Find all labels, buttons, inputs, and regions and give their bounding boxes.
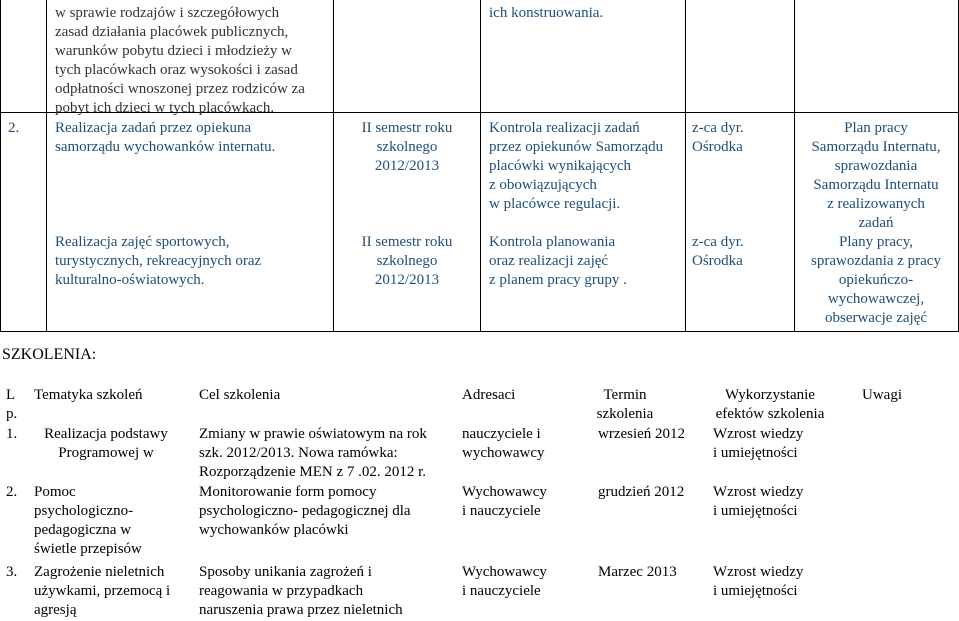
upper-vline-2 — [333, 0, 334, 332]
header-notes: Uwagi — [862, 387, 902, 403]
row3-goal: Sposoby unikania zagrożeń i reagowania w przypadkach naruszenia prawa przez nieletnich — [199, 564, 403, 618]
row3-term: Marzec 2013 — [598, 564, 677, 580]
row3-lp: 3. — [6, 564, 18, 580]
upper-vline-1 — [46, 0, 47, 332]
upper-docs-1: Plan pracy Samorządu Internatu, sprawozdania Samorządu Internatu z realizowanych zadań — [811, 120, 941, 231]
upper-responsible-1: z-ca dyr. Ośrodka — [692, 120, 744, 155]
upper-vline-3 — [480, 0, 481, 332]
row2-goal: Monitorowanie form pomocy psychologiczno- pedagogicznej dla wychowanków placówki — [199, 484, 411, 538]
header-term: Termin szkolenia — [596, 387, 654, 422]
row1-topic: Realizacja podstawy Programowej w — [44, 426, 168, 461]
upper-hline-bottom — [0, 331, 959, 332]
upper-control-2: Kontrola planowania oraz realizacji zajęć z planem pracy grupy . — [489, 234, 627, 288]
upper-term-2: II semestr roku szkolnego 2012/2013 — [361, 234, 453, 288]
header-goal: Cel szkolenia — [199, 387, 281, 403]
row1-effects: Wzrost wiedzy i umiejętności — [713, 426, 804, 461]
row3-effects: Wzrost wiedzy i umiejętności — [713, 564, 804, 599]
upper-vline-left — [0, 0, 1, 332]
row1-audience: nauczyciele i wychowawcy — [462, 426, 545, 461]
section-heading-szkolenia: SZKOLENIA: — [2, 346, 97, 363]
row2-topic: Pomoc psychologiczno- pedagogiczna w świetle przepisów — [34, 484, 142, 557]
upper-row2-task: Realizacja zadań przez opiekuna samorządu wychowanków internatu. — [55, 120, 276, 155]
row2-term: grudzień 2012 — [598, 484, 685, 500]
upper-term-1: II semestr roku szkolnego 2012/2013 — [361, 120, 453, 174]
header-topic: Tematyka szkoleń — [34, 387, 143, 403]
upper-docs-2: Plany pracy, sprawozdania z pracy opiekuńczo- wychowawczej, obserwacje zajęć — [811, 234, 941, 326]
row3-topic: Zagrożenie nieletnich używkami, przemocą i agresją — [34, 564, 171, 618]
row1-goal: Zmiany w prawie oświatowym na rok szk. 2012/2013. Nowa ramówka: Rozporządzenie MEN z 7 .02. 2012 r. — [199, 426, 427, 480]
upper-col1-top-text: w sprawie rodzajów i szczegółowych zasad działania placówek publicznych, warunków pobytu dzieci i młodzieży w tych placówkach oraz wysokości i zasad odpłatności wnoszonej przez rodziców za pobyt ich dzieci w tych placówkach. — [55, 5, 305, 116]
row1-term: wrzesień 2012 — [598, 426, 686, 442]
upper-control-top-text: ich konstruowania. — [489, 5, 604, 21]
header-audience: Adresaci — [462, 387, 516, 403]
upper-vline-5 — [794, 0, 795, 332]
upper-row2-task2: Realizacja zajęć sportowych, turystycznych, rekreacyjnych oraz kulturalno-oświatowych. — [55, 234, 262, 288]
header-effects: Wykorzystanie efektów szkolenia — [715, 387, 825, 422]
upper-row2-number: 2. — [8, 120, 20, 136]
upper-control-1: Kontrola realizacji zadań przez opiekunów Samorządu placówki wynikających z obowiązujących w placówce regulacji. — [489, 120, 664, 212]
row2-audience: Wychowawcy i nauczyciele — [462, 484, 547, 519]
upper-responsible-2: z-ca dyr. Ośrodka — [692, 234, 744, 269]
header-lp: L p. — [6, 387, 18, 422]
row1-lp: 1. — [6, 426, 18, 442]
row2-effects: Wzrost wiedzy i umiejętności — [713, 484, 804, 519]
row2-lp: 2. — [6, 484, 18, 500]
upper-vline-4 — [685, 0, 686, 332]
row3-audience: Wychowawcy i nauczyciele — [462, 564, 547, 599]
